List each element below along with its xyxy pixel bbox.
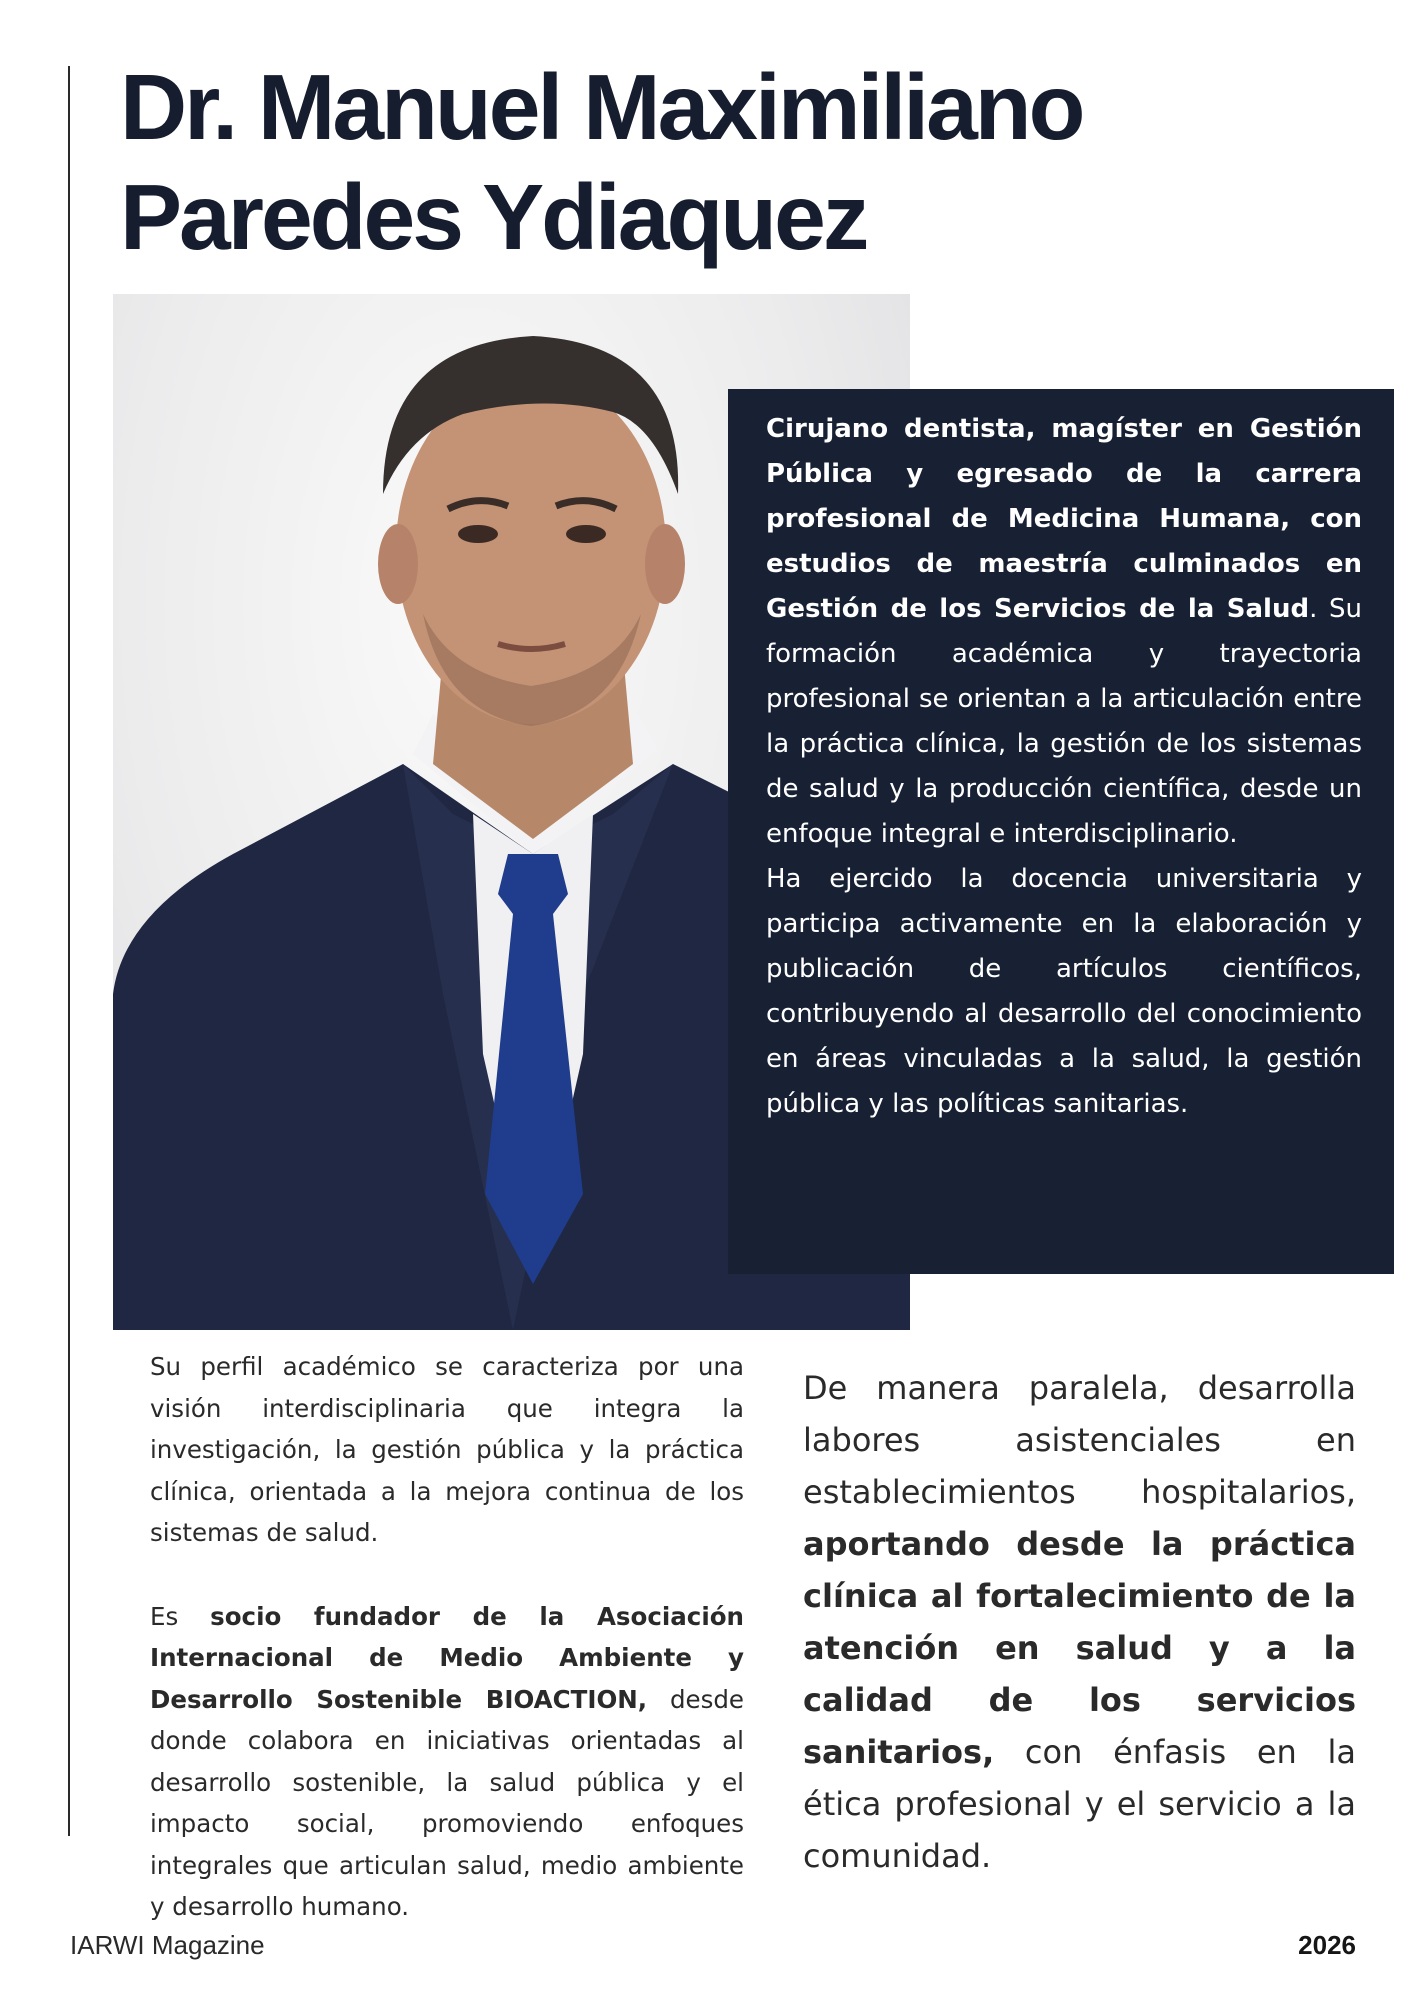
right-paragraph-start: De manera paralela, desarrolla labores asistenciales en establecimientos hospitalarios, <box>803 1369 1356 1511</box>
right-paragraph-highlight: aportando desde la práctica clínica al fortalecimiento de la atención en salud y a la calidad de los servicios sanitarios, <box>803 1525 1356 1771</box>
right-column <box>803 1362 1356 1882</box>
magazine-name: IARWI Magazine <box>70 1930 265 1960</box>
vertical-rule <box>68 66 70 1836</box>
left-paragraph-2 <box>150 1596 744 1928</box>
right-paragraph <box>803 1362 1356 1882</box>
bio-highlight: Cirujano dentista, magíster en Gestión Pública y egresado de la carrera profesional de Medicina Humana, con estudios de maestría culminados en Gestión de los Servicios de la Salud <box>766 414 1362 624</box>
bio-paragraph-1 <box>766 407 1362 857</box>
biography-box <box>728 389 1394 1274</box>
left-paragraph-2-start: Es <box>150 1601 211 1631</box>
paragraph-spacer <box>150 1554 744 1596</box>
left-paragraph-2-text: desde donde colabora en iniciativas orientadas al desarrollo sostenible, la salud pública y el impacto social, promoviendo enfoques integrales que articulan salud, medio ambiente y desarrollo humano. <box>150 1684 744 1921</box>
bio-paragraph-2: Ha ejercido la docencia universitaria y participa activamente en la elaboración y publicación de artículos científicos, contribuyendo al desarrollo del conocimiento en áreas vinculadas a la salud, la gestión pública y las políticas sanitarias. <box>766 864 1362 1119</box>
issue-year: 2026 <box>1298 1930 1356 1960</box>
left-paragraph-2-highlight: socio fundador de la Asociación Internacional de Medio Ambiente y Desarrollo Sostenible BIOACTION, <box>150 1601 744 1714</box>
page-title <box>120 52 1360 272</box>
title-line-1: Dr. Manuel Maximiliano <box>120 55 1083 159</box>
left-column <box>150 1346 744 1928</box>
left-paragraph-1: Su perfil académico se caracteriza por una visión interdisciplinaria que integra la investigación, la gestión pública y la práctica clínica, orientada a la mejora continua de los sistemas de salud. <box>150 1352 744 1547</box>
right-paragraph-text: con énfasis en la ética profesional y el servicio a la comunidad. <box>803 1733 1356 1875</box>
title-line-2: Paredes Ydiaquez <box>120 165 867 269</box>
bio-paragraph-1-text: . Su formación académica y trayectoria profesional se orientan a la articulación entre la práctica clínica, la gestión de los sistemas de salud y la producción científica, desde un enfoque integral e interdisciplinario. <box>766 594 1362 849</box>
